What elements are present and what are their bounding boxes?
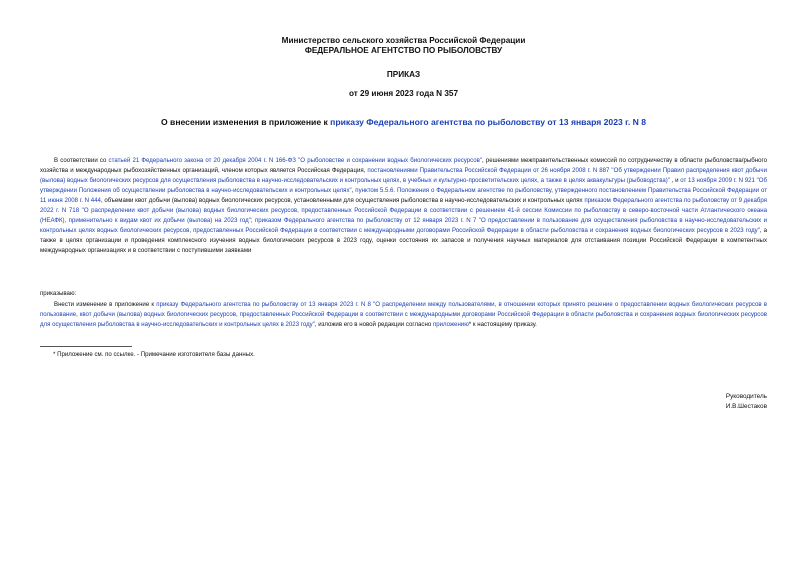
order-718-link[interactable]: приказом Федерального агентства по рыболовству от 9 декабря 2022 г. N 718 "О распределении квот добычи (вылова) водных биологических ресурсов, предоставленных Российской Федерации в соответствии с решением 41-й сессии Комиссии по рыболовству в северо-восточной части Атлантического океана (НЕАФК), применительно к видам квот их добычи (вылова) на 2023 год" bbox=[40, 197, 767, 224]
p1-text-4: , bbox=[351, 187, 356, 194]
p1-text-3: , и bbox=[669, 177, 681, 184]
footnote-divider bbox=[40, 346, 132, 347]
p1-text-1: В соответствии со bbox=[54, 157, 109, 164]
footnote-text: * Приложение см. по ссылке. - Примечание изготовителя базы данных. bbox=[53, 351, 255, 358]
resolution-921-link[interactable]: от 13 ноября 2009 г. N 921 "Об утверждении Положения об осуществлении рыболовства в научно-исследовательских и контрольных целях" bbox=[40, 177, 767, 194]
signature-name: И.В.Шестаков bbox=[725, 403, 767, 410]
regulation-clause-link[interactable]: пунктом 5.5.6. Положения о Федеральном агентстве по рыболовству, утвержденного постановлением Правительства Российской Федерации от 11 июня 2008 г. N 444 bbox=[40, 187, 767, 204]
p1-text-6: ; bbox=[250, 217, 255, 224]
agency-heading: ФЕДЕРАЛЬНОЕ АГЕНТСТВО ПО РЫБОЛОВСТВУ bbox=[304, 46, 503, 55]
resolution-887-link[interactable]: постановлениями Правительства Российской Федерации от 26 ноября 2008 г. N 887 "Об утверждении Правил распределения квот добычи (вылова) водных биологических ресурсов для осуществления рыболовства в научно-исследовательских и контрольных целях, в учебных и культурно-просветительских целях, а также в целях аквакультуры (рыбоводства)" bbox=[40, 167, 767, 184]
p1-text-5: , объемами квот добычи (вылова) водных биологических ресурсов, установленными для осуществления рыболовства в научно-исследовательских и контрольных целях bbox=[100, 197, 585, 204]
order-8-link[interactable]: приказу Федерального агентства по рыболовству от 13 января 2023 г. N 8 "О распределении между пользователями, в отношении которых принято решение о предоставлении водных биологических ресурсов в пользование, квот добычи (вылова) водных биологических ресурсов, предоставленных Российской Федерации в соответствии с международными договорами Российской Федерации в области рыболовства и сохранения водных биологических ресурсов для осуществления рыболовства в научно-исследовательских и контрольных целях в 2023 году" bbox=[40, 301, 768, 328]
appendix-link[interactable]: приложению bbox=[432, 321, 469, 328]
title-prefix: О внесении изменения в приложение к bbox=[160, 117, 331, 127]
p1-text-7: , а также в целях организации и проведения комплексного изучения водных биологических ресурсов в 2023 году, оценки состояния их запасов и получения научных материалов для отстаивания позиции Российской Федерации в компетентных международных организациях и в соответствии с поступившими заявками bbox=[40, 227, 767, 254]
p2-text-3: * к настоящему приказу. bbox=[468, 321, 537, 328]
document-date-number: от 29 июня 2023 года N 357 bbox=[348, 89, 459, 98]
decree-word: приказываю: bbox=[40, 290, 77, 297]
ministry-heading: Министерство сельского хозяйства Российской Федерации bbox=[281, 36, 526, 45]
preamble-paragraph bbox=[40, 156, 767, 256]
decree-paragraph bbox=[40, 300, 767, 330]
document-type: ПРИКАЗ bbox=[386, 70, 421, 79]
document-title bbox=[0, 117, 807, 127]
order-7-link[interactable]: приказом Федерального агентства по рыболовству от 12 января 2023 г. N 7 "О предоставлении в пользование для осуществления рыболовства в научно-исследовательских и контрольных целях водных биологических ресурсов, предоставленных Российской Федерации в соответствии с международными договорами Российской Федерации в области рыболовства и сохранения водных биологических ресурсов в 2023 году" bbox=[40, 217, 767, 234]
signature-role: Руководитель bbox=[725, 393, 767, 400]
title-link[interactable]: приказу Федерального агентства по рыболовству от 13 января 2023 г. N 8 bbox=[330, 117, 647, 127]
p2-text-2: , изложив его в новой редакции согласно bbox=[314, 321, 433, 328]
p2-text-1: Внести изменение в приложение к bbox=[54, 301, 157, 308]
p1-text-2: , решениями межправительственных комиссий по сотрудничеству в области рыболовства/рыбного хозяйства и международных рыбохозяйственных организаций, членом которых является Российская Федерация, bbox=[40, 157, 767, 174]
law-article-link[interactable]: статьей 21 Федерального закона от 20 декабря 2004 г. N 166-ФЗ "О рыболовстве и сохранении водных биологических ресурсов" bbox=[108, 157, 483, 164]
